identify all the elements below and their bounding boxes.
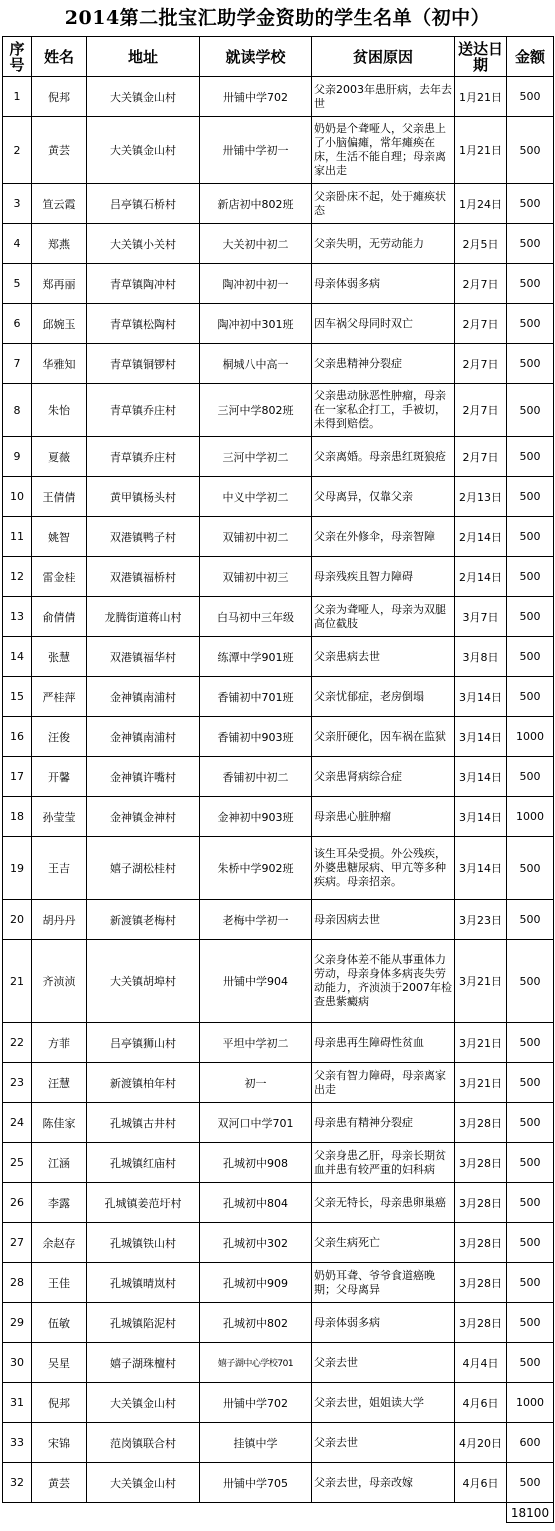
cell-date: 3月7日 — [455, 597, 507, 637]
cell-no: 17 — [3, 757, 32, 797]
cell-date: 3月21日 — [455, 1023, 507, 1063]
cell-amount: 500 — [507, 117, 554, 184]
cell-name: 王吉 — [32, 837, 87, 900]
cell-reason: 父亲忧郁症，老房倒塌 — [312, 677, 455, 717]
cell-school: 陶冲初中301班 — [200, 304, 312, 344]
cell-reason: 父亲患肾病综合症 — [312, 757, 455, 797]
cell-reason: 奶奶是个聋哑人，父亲患上了小脑偏瘫，常年瘫痪在床，生活不能自理；母亲离家出走 — [312, 117, 455, 184]
cell-amount: 500 — [507, 1263, 554, 1303]
cell-amount: 500 — [507, 477, 554, 517]
cell-date: 2月14日 — [455, 517, 507, 557]
cell-name: 张慧 — [32, 637, 87, 677]
cell-reason: 父母离异，仅靠父亲 — [312, 477, 455, 517]
cell-reason: 父亲失明，无劳动能力 — [312, 224, 455, 264]
cell-no: 22 — [3, 1023, 32, 1063]
cell-school: 挂镇中学 — [200, 1423, 312, 1463]
table-row — [3, 77, 554, 117]
page-title: 2014第二批宝汇助学金资助的学生名单（初中） — [64, 7, 491, 29]
cell-no: 9 — [3, 437, 32, 477]
cell-reason: 父亲患动脉恶性肿瘤，母亲在一家私企打工，手被切，未得到赔偿。 — [312, 384, 455, 437]
cell-name: 伍敏 — [32, 1303, 87, 1343]
cell-amount: 500 — [507, 1463, 554, 1503]
cell-amount: 500 — [507, 517, 554, 557]
cell-no: 6 — [3, 304, 32, 344]
cell-date: 1月21日 — [455, 77, 507, 117]
cell-no: 2 — [3, 117, 32, 184]
cell-reason: 父亲离婚。母亲患红斑狼疮 — [312, 437, 455, 477]
cell-amount: 500 — [507, 224, 554, 264]
table-row — [3, 1263, 554, 1303]
cell-name: 汪俊 — [32, 717, 87, 757]
table-row — [3, 1183, 554, 1223]
cell-name: 吴星 — [32, 1343, 87, 1383]
cell-reason: 父亲生病死亡 — [312, 1223, 455, 1263]
total-amount: 18100 — [507, 1503, 554, 1523]
table-row — [3, 517, 554, 557]
cell-name: 俞倩倩 — [32, 597, 87, 637]
cell-name: 江涵 — [32, 1143, 87, 1183]
cell-amount: 500 — [507, 1063, 554, 1103]
cell-name: 郑再丽 — [32, 264, 87, 304]
cell-school: 三河中学初二 — [200, 437, 312, 477]
cell-no: 7 — [3, 344, 32, 384]
cell-date: 3月8日 — [455, 637, 507, 677]
cell-no: 30 — [3, 1343, 32, 1383]
cell-reason: 该生耳朵受损。外公残疾，外婆患糖尿病、甲亢等多种疾病。母亲招亲。 — [312, 837, 455, 900]
cell-date: 3月14日 — [455, 797, 507, 837]
table-row — [3, 1303, 554, 1343]
table-row — [3, 437, 554, 477]
cell-school: 孔城初中802 — [200, 1303, 312, 1343]
cell-date: 3月21日 — [455, 940, 507, 1023]
cell-reason: 父亲去世 — [312, 1343, 455, 1383]
cell-no: 1 — [3, 77, 32, 117]
cell-amount: 500 — [507, 77, 554, 117]
cell-address: 吕亭镇石桥村 — [87, 184, 200, 224]
table-row — [3, 637, 554, 677]
cell-date: 2月5日 — [455, 224, 507, 264]
cell-reason: 父亲无特长，母亲患卵巢癌 — [312, 1183, 455, 1223]
cell-no: 21 — [3, 940, 32, 1023]
cell-amount: 500 — [507, 184, 554, 224]
cell-no: 26 — [3, 1183, 32, 1223]
cell-date: 3月28日 — [455, 1143, 507, 1183]
cell-school: 练潭中学901班 — [200, 637, 312, 677]
cell-amount: 500 — [507, 1103, 554, 1143]
cell-name: 黄芸 — [32, 117, 87, 184]
cell-name: 齐浈浈 — [32, 940, 87, 1023]
cell-date: 3月28日 — [455, 1223, 507, 1263]
table-row — [3, 597, 554, 637]
cell-school: 卅铺中学702 — [200, 1383, 312, 1423]
cell-school: 大关初中初二 — [200, 224, 312, 264]
cell-no: 20 — [3, 900, 32, 940]
cell-reason: 父亲肝硬化，因车祸在监狱 — [312, 717, 455, 757]
table-row — [3, 264, 554, 304]
cell-address: 大关镇小关村 — [87, 224, 200, 264]
cell-no: 12 — [3, 557, 32, 597]
cell-date: 4月4日 — [455, 1343, 507, 1383]
cell-no: 3 — [3, 184, 32, 224]
cell-amount: 1000 — [507, 717, 554, 757]
cell-address: 金神镇南浦村 — [87, 717, 200, 757]
cell-address: 孔城镇红庙村 — [87, 1143, 200, 1183]
cell-amount: 1000 — [507, 1383, 554, 1423]
table-row — [3, 384, 554, 437]
cell-school: 孔城初中804 — [200, 1183, 312, 1223]
cell-amount: 500 — [507, 437, 554, 477]
cell-name: 雷金桂 — [32, 557, 87, 597]
cell-date: 2月7日 — [455, 264, 507, 304]
cell-date: 3月28日 — [455, 1183, 507, 1223]
cell-amount: 500 — [507, 264, 554, 304]
cell-school: 新店初中802班 — [200, 184, 312, 224]
cell-date: 1月21日 — [455, 117, 507, 184]
cell-school: 卅铺中学702 — [200, 77, 312, 117]
table-row — [3, 1223, 554, 1263]
cell-name: 陈佳家 — [32, 1103, 87, 1143]
table-row — [3, 900, 554, 940]
cell-name: 姚智 — [32, 517, 87, 557]
header-date: 送达日期 — [455, 37, 507, 77]
header-name: 姓名 — [32, 37, 87, 77]
cell-amount: 500 — [507, 757, 554, 797]
cell-no: 32 — [3, 1463, 32, 1503]
cell-date: 3月28日 — [455, 1103, 507, 1143]
cell-name: 郑燕 — [32, 224, 87, 264]
cell-reason: 父亲有智力障碍，母亲离家出走 — [312, 1063, 455, 1103]
table-row — [3, 1023, 554, 1063]
cell-no: 33 — [3, 1423, 32, 1463]
cell-address: 孔城镇晴岚村 — [87, 1263, 200, 1303]
cell-amount: 500 — [507, 1343, 554, 1383]
cell-date: 3月28日 — [455, 1263, 507, 1303]
cell-address: 大关镇金山村 — [87, 1383, 200, 1423]
table-row — [3, 1063, 554, 1103]
cell-amount: 500 — [507, 1023, 554, 1063]
cell-name: 汪慧 — [32, 1063, 87, 1103]
cell-address: 双港镇鸭子村 — [87, 517, 200, 557]
table-row — [3, 677, 554, 717]
cell-no: 10 — [3, 477, 32, 517]
cell-school: 双铺初中初三 — [200, 557, 312, 597]
table-row — [3, 797, 554, 837]
cell-school: 双河口中学701 — [200, 1103, 312, 1143]
cell-reason: 父亲卧床不起，处于瘫痪状态 — [312, 184, 455, 224]
cell-date: 2月13日 — [455, 477, 507, 517]
cell-amount: 500 — [507, 1143, 554, 1183]
cell-address: 嬉子湖松桂村 — [87, 837, 200, 900]
cell-reason: 父亲为聋哑人，母亲为双腿高位截肢 — [312, 597, 455, 637]
cell-amount: 500 — [507, 837, 554, 900]
cell-date: 2月7日 — [455, 384, 507, 437]
cell-reason: 父亲身体差不能从事重体力劳动，母亲身体多病丧失劳动能力，齐浈浈于2007年检查患紫癜病 — [312, 940, 455, 1023]
cell-no: 4 — [3, 224, 32, 264]
cell-no: 15 — [3, 677, 32, 717]
cell-name: 孙莹莹 — [32, 797, 87, 837]
cell-school: 香铺初中701班 — [200, 677, 312, 717]
table-row — [3, 224, 554, 264]
cell-address: 龙腾街道蒋山村 — [87, 597, 200, 637]
cell-no: 8 — [3, 384, 32, 437]
cell-reason: 父亲2003年患肝病，去年去世 — [312, 77, 455, 117]
cell-name: 夏薇 — [32, 437, 87, 477]
cell-amount: 500 — [507, 637, 554, 677]
cell-date: 3月23日 — [455, 900, 507, 940]
cell-no: 11 — [3, 517, 32, 557]
cell-no: 25 — [3, 1143, 32, 1183]
cell-reason: 母亲患再生障碍性贫血 — [312, 1023, 455, 1063]
cell-amount: 500 — [507, 384, 554, 437]
cell-reason: 父亲去世 — [312, 1423, 455, 1463]
cell-school: 卅铺中学904 — [200, 940, 312, 1023]
cell-name: 倪邦 — [32, 77, 87, 117]
cell-address: 黄甲镇杨头村 — [87, 477, 200, 517]
cell-reason: 父亲在外修伞，母亲智障 — [312, 517, 455, 557]
header-amount: 金额 — [507, 37, 554, 77]
cell-school: 双铺初中初二 — [200, 517, 312, 557]
cell-school: 桐城八中高一 — [200, 344, 312, 384]
cell-no: 5 — [3, 264, 32, 304]
cell-amount: 500 — [507, 344, 554, 384]
cell-address: 孔城镇陷泥村 — [87, 1303, 200, 1343]
cell-school: 香铺初中初二 — [200, 757, 312, 797]
header-school: 就读学校 — [200, 37, 312, 77]
cell-address: 金神镇许嘴村 — [87, 757, 200, 797]
cell-no: 19 — [3, 837, 32, 900]
cell-school: 嬉子湖中心学校701 — [200, 1343, 312, 1383]
cell-address: 青草镇松陶村 — [87, 304, 200, 344]
cell-amount: 500 — [507, 1183, 554, 1223]
cell-name: 李露 — [32, 1183, 87, 1223]
cell-address: 范岗镇联合村 — [87, 1423, 200, 1463]
cell-amount: 500 — [507, 597, 554, 637]
cell-address: 双港镇福桥村 — [87, 557, 200, 597]
cell-amount: 500 — [507, 900, 554, 940]
cell-address: 嬉子湖珠檀村 — [87, 1343, 200, 1383]
cell-no: 23 — [3, 1063, 32, 1103]
cell-name: 严桂萍 — [32, 677, 87, 717]
cell-school: 孔城初中909 — [200, 1263, 312, 1303]
cell-school: 孔城初中302 — [200, 1223, 312, 1263]
table-row — [3, 1423, 554, 1463]
cell-name: 邱婉玉 — [32, 304, 87, 344]
cell-address: 金神镇金神村 — [87, 797, 200, 837]
cell-reason: 父亲患精神分裂症 — [312, 344, 455, 384]
cell-date: 3月14日 — [455, 837, 507, 900]
cell-no: 18 — [3, 797, 32, 837]
header-row — [3, 37, 554, 77]
cell-amount: 500 — [507, 304, 554, 344]
cell-address: 双港镇福华村 — [87, 637, 200, 677]
cell-school: 陶冲初中初一 — [200, 264, 312, 304]
cell-amount: 500 — [507, 1223, 554, 1263]
cell-reason: 父亲患病去世 — [312, 637, 455, 677]
cell-no: 16 — [3, 717, 32, 757]
cell-name: 朱怡 — [32, 384, 87, 437]
cell-date: 4月6日 — [455, 1383, 507, 1423]
cell-address: 大关镇金山村 — [87, 1463, 200, 1503]
cell-name: 余赵存 — [32, 1223, 87, 1263]
cell-date: 2月7日 — [455, 437, 507, 477]
cell-reason: 父亲身患乙肝，母亲长期贫血并患有较严重的妇科病 — [312, 1143, 455, 1183]
student-table — [2, 36, 554, 1523]
table-row — [3, 304, 554, 344]
header-address: 地址 — [87, 37, 200, 77]
cell-school: 三河中学802班 — [200, 384, 312, 437]
cell-date: 3月14日 — [455, 677, 507, 717]
cell-name: 黄芸 — [32, 1463, 87, 1503]
cell-no: 28 — [3, 1263, 32, 1303]
cell-reason: 母亲因病去世 — [312, 900, 455, 940]
cell-no: 24 — [3, 1103, 32, 1143]
cell-amount: 500 — [507, 677, 554, 717]
cell-address: 孔城镇姜范圩村 — [87, 1183, 200, 1223]
cell-reason: 母亲残疾且智力障碍 — [312, 557, 455, 597]
cell-name: 倪邦 — [32, 1383, 87, 1423]
cell-school: 白马初中三年级 — [200, 597, 312, 637]
table-row — [3, 117, 554, 184]
cell-date: 2月14日 — [455, 557, 507, 597]
cell-reason: 母亲患有精神分裂症 — [312, 1103, 455, 1143]
cell-school: 初一 — [200, 1063, 312, 1103]
header-no: 序号 — [3, 37, 32, 77]
cell-address: 吕亭镇狮山村 — [87, 1023, 200, 1063]
cell-date: 3月21日 — [455, 1063, 507, 1103]
cell-date: 4月6日 — [455, 1463, 507, 1503]
cell-address: 孔城镇铁山村 — [87, 1223, 200, 1263]
cell-date: 2月7日 — [455, 304, 507, 344]
cell-address: 大关镇金山村 — [87, 117, 200, 184]
cell-school: 朱桥中学902班 — [200, 837, 312, 900]
table-row — [3, 1383, 554, 1423]
cell-address: 大关镇胡埠村 — [87, 940, 200, 1023]
cell-address: 青草镇乔庄村 — [87, 384, 200, 437]
cell-date: 3月14日 — [455, 717, 507, 757]
table-row — [3, 1103, 554, 1143]
cell-no: 13 — [3, 597, 32, 637]
table-row — [3, 184, 554, 224]
cell-reason: 母亲体弱多病 — [312, 1303, 455, 1343]
cell-no: 29 — [3, 1303, 32, 1343]
cell-reason: 母亲患心脏肿瘤 — [312, 797, 455, 837]
cell-school: 卅铺中学初一 — [200, 117, 312, 184]
cell-school: 孔城初中908 — [200, 1143, 312, 1183]
header-reason: 贫困原因 — [312, 37, 455, 77]
table-row — [3, 557, 554, 597]
cell-address: 新渡镇老梅村 — [87, 900, 200, 940]
table-row — [3, 757, 554, 797]
cell-no: 27 — [3, 1223, 32, 1263]
table-row — [3, 940, 554, 1023]
cell-address: 金神镇南浦村 — [87, 677, 200, 717]
cell-amount: 1000 — [507, 797, 554, 837]
table-row — [3, 717, 554, 757]
cell-reason: 因车祸父母同时双亡 — [312, 304, 455, 344]
cell-amount: 500 — [507, 557, 554, 597]
cell-school: 金神初中903班 — [200, 797, 312, 837]
cell-name: 笪云霞 — [32, 184, 87, 224]
table-row — [3, 837, 554, 900]
table-row — [3, 1343, 554, 1383]
cell-amount: 500 — [507, 940, 554, 1023]
cell-date: 1月24日 — [455, 184, 507, 224]
table-row — [3, 1143, 554, 1183]
cell-amount: 600 — [507, 1423, 554, 1463]
cell-reason: 母亲体弱多病 — [312, 264, 455, 304]
cell-date: 3月14日 — [455, 757, 507, 797]
cell-name: 方菲 — [32, 1023, 87, 1063]
cell-name: 胡丹丹 — [32, 900, 87, 940]
cell-no: 14 — [3, 637, 32, 677]
cell-reason: 父亲去世，姐姐读大学 — [312, 1383, 455, 1423]
table-row — [3, 344, 554, 384]
cell-address: 新渡镇柏年村 — [87, 1063, 200, 1103]
table-row — [3, 477, 554, 517]
cell-name: 王佳 — [32, 1263, 87, 1303]
cell-date: 3月28日 — [455, 1303, 507, 1343]
cell-school: 老梅中学初一 — [200, 900, 312, 940]
cell-school: 中义中学初二 — [200, 477, 312, 517]
table-row — [3, 1463, 554, 1503]
cell-school: 卅铺中学705 — [200, 1463, 312, 1503]
cell-date: 2月7日 — [455, 344, 507, 384]
cell-school: 平坦中学初二 — [200, 1023, 312, 1063]
cell-name: 宋锦 — [32, 1423, 87, 1463]
cell-name: 开馨 — [32, 757, 87, 797]
cell-amount: 500 — [507, 1303, 554, 1343]
cell-address: 孔城镇古井村 — [87, 1103, 200, 1143]
cell-name: 华雅知 — [32, 344, 87, 384]
cell-name: 王倩倩 — [32, 477, 87, 517]
cell-reason: 奶奶耳聋、爷爷食道癌晚期；父母离异 — [312, 1263, 455, 1303]
cell-date: 4月20日 — [455, 1423, 507, 1463]
cell-school: 香铺初中903班 — [200, 717, 312, 757]
cell-reason: 父亲去世，母亲改嫁 — [312, 1463, 455, 1503]
cell-address: 青草镇乔庄村 — [87, 437, 200, 477]
cell-address: 青草镇铜锣村 — [87, 344, 200, 384]
cell-address: 青草镇陶冲村 — [87, 264, 200, 304]
cell-address: 大关镇金山村 — [87, 77, 200, 117]
cell-no: 31 — [3, 1383, 32, 1423]
total-row — [3, 1503, 554, 1523]
